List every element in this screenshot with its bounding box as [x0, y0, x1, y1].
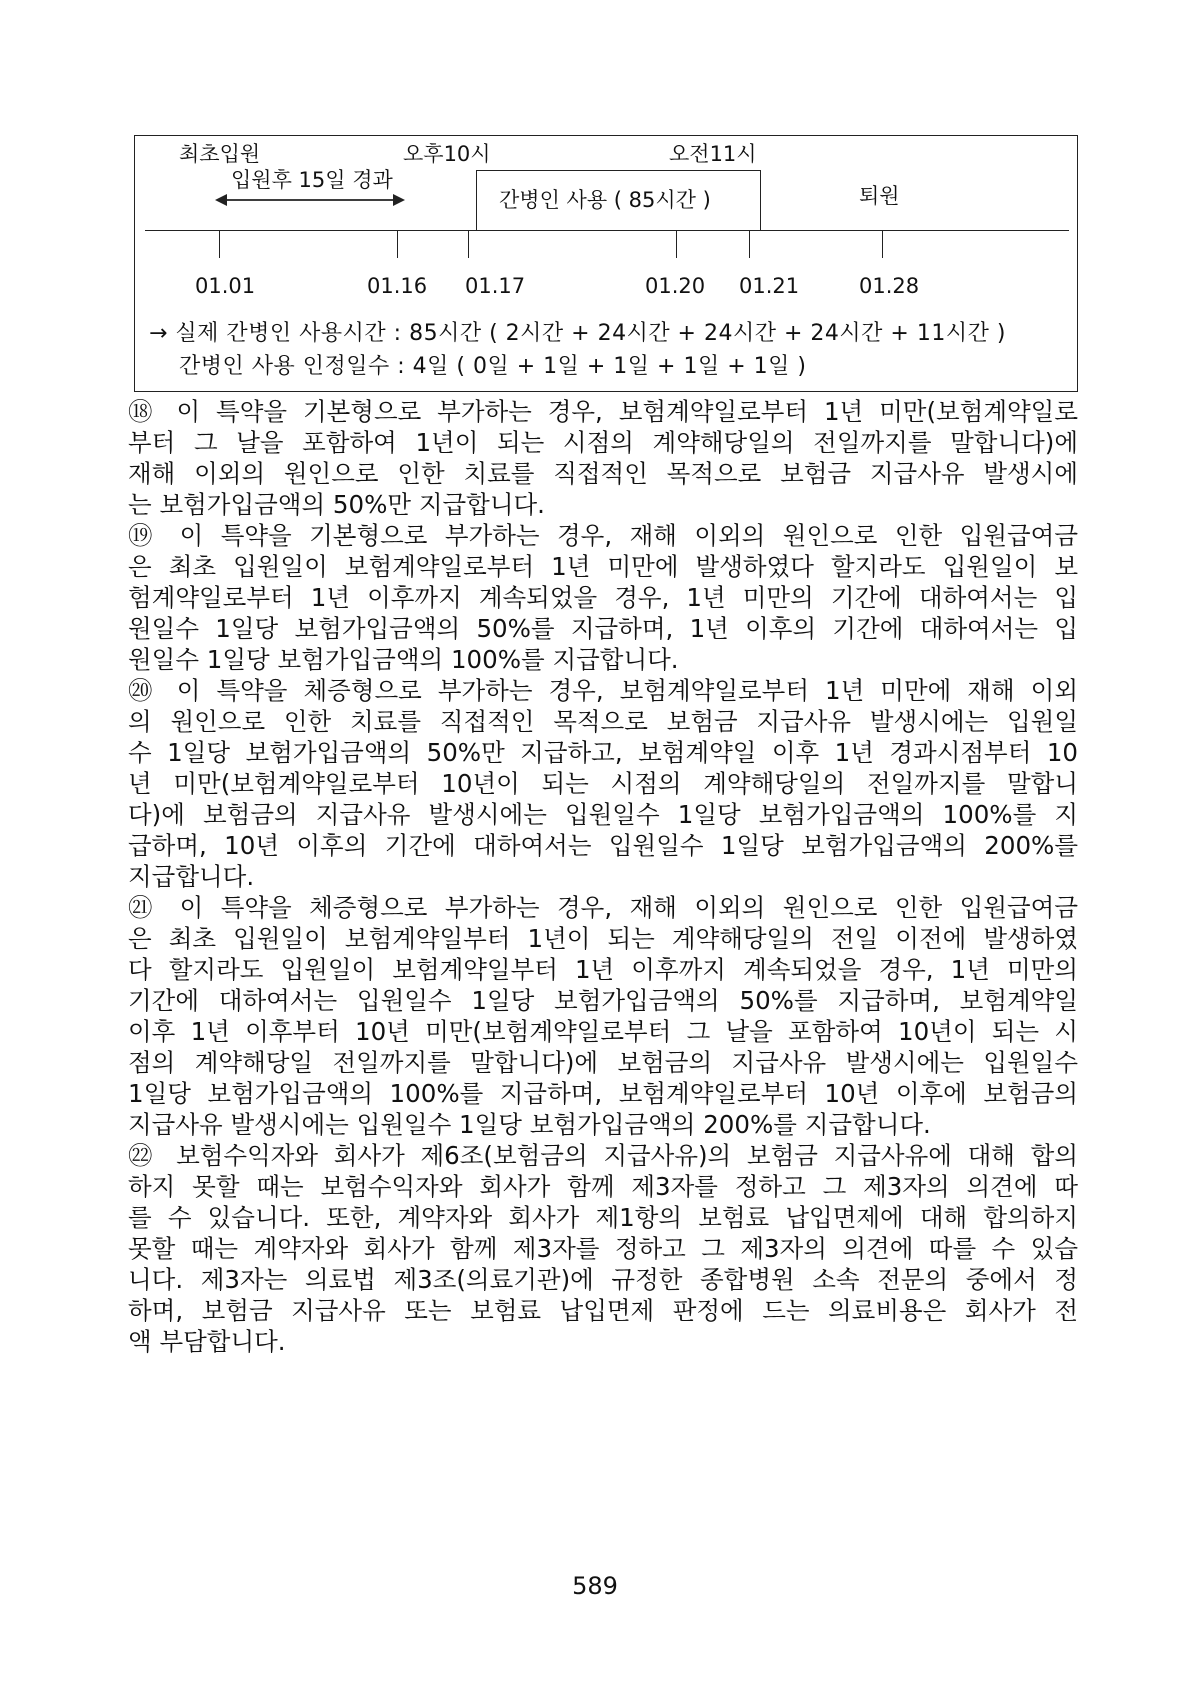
tick-0121: [749, 230, 750, 258]
label-after-15-days: 입원후 15일 경과: [231, 168, 393, 192]
date-label: 01.20: [645, 274, 706, 298]
text-line: 부터 그 날을 포함하여 1년이 되는 시점의 계약해당일의 전일까지를 말합니다)에: [128, 428, 1078, 457]
text-line: 원일수 1일당 보험가입금액의 100%를 지급합니다.: [128, 645, 679, 674]
tick-0116: [397, 230, 398, 258]
text-line: 액 부담합니다.: [128, 1327, 286, 1356]
date-label: 01.21: [739, 274, 800, 298]
tick-0128: [882, 230, 883, 258]
text-line: ⑱ 이 특약을 기본형으로 부가하는 경우, 보험계약일로부터 1년 미만(보험계약일로: [128, 397, 1078, 426]
label-discharge: 퇴원: [859, 184, 900, 208]
text-line: 수 1일당 보험가입금액의 50%만 지급하고, 보험계약일 이후 1년 경과시점부터 10: [128, 738, 1078, 767]
label-am11: 오전11시: [669, 142, 757, 166]
text-line: 이후 1년 이후부터 10년 미만(보험계약일로부터 그 날을 포함하여 10년이 되는 시: [128, 1017, 1078, 1046]
text-line: 재해 이외의 원인으로 인한 치료를 직접적인 목적으로 보험금 지급사유 발생시에: [128, 459, 1078, 488]
date-label: 01.28: [859, 274, 920, 298]
label-pm10: 오후10시: [403, 142, 491, 166]
text-line: 원일수 1일당 보험가입금액의 50%를 지급하며, 1년 이후의 기간에 대하여서는 입: [128, 614, 1078, 643]
text-line: 를 수 있습니다. 또한, 계약자와 회사가 제1항의 보험료 납입면제에 대해 합의하지: [128, 1203, 1078, 1232]
double-arrow-icon: [215, 192, 405, 208]
note-actual-hours: → 실제 간병인 사용시간 : 85시간 ( 2시간 + 24시간 + 24시간 + 24시간 + 11시간 ): [149, 321, 1006, 346]
text-line: 험계약일로부터 1년 이후까지 계속되었을 경우, 1년 미만의 기간에 대하여서는 입: [128, 583, 1078, 612]
text-line: 기간에 대하여서는 입원일수 1일당 보험가입금액의 50%를 지급하며, 보험계약일: [128, 986, 1078, 1015]
note-recognized-days: 간병인 사용 인정일수 : 4일 ( 0일 + 1일 + 1일 + 1일 + 1일 ): [179, 354, 807, 379]
text-line: 지급합니다.: [128, 862, 255, 891]
text-line: 년 미만(보험계약일로부터 10년이 되는 시점의 계약해당일의 전일까지를 말합니: [128, 769, 1078, 798]
text-line: 다 할지라도 입원일이 보험계약일부터 1년 이후까지 계속되었을 경우, 1년 미만의: [128, 955, 1078, 984]
text-line: ⑲ 이 특약을 기본형으로 부가하는 경우, 재해 이외의 원인으로 인한 입원급여금: [128, 521, 1078, 550]
text-line: 1일당 보험가입금액의 100%를 지급하며, 보험계약일로부터 10년 이후에 보험금의: [128, 1079, 1078, 1108]
tick-0120: [676, 230, 677, 258]
tick-0101: [219, 230, 220, 258]
page-number: 589: [572, 1572, 618, 1600]
text-line: 하지 못할 때는 보험수익자와 회사가 함께 제3자를 정하고 그 제3자의 의견에 따: [128, 1172, 1078, 1201]
text-line: ⑳ 이 특약을 체증형으로 부가하는 경우, 보험계약일로부터 1년 미만에 재해 이외: [128, 676, 1078, 705]
text-line: 지급사유 발생시에는 입원일수 1일당 보험가입금액의 200%를 지급합니다.: [128, 1110, 931, 1139]
text-line: 급하며, 10년 이후의 기간에 대하여서는 입원일수 1일당 보험가입금액의 200%를: [128, 831, 1078, 860]
text-line: ㉒ 보험수익자와 회사가 제6조(보험금의 지급사유)의 보험금 지급사유에 대해 합의: [128, 1141, 1078, 1170]
text-line: 다)에 보험금의 지급사유 발생시에는 입원일수 1일당 보험가입금액의 100%를 지: [128, 800, 1078, 829]
text-line: 의 원인으로 인한 치료를 직접적인 목적으로 보험금 지급사유 발생시에는 입원일: [128, 707, 1078, 736]
text-line: 는 보험가입금액의 50%만 지급합니다.: [128, 490, 545, 519]
date-label: 01.17: [465, 274, 526, 298]
text-line: ㉑ 이 특약을 체증형으로 부가하는 경우, 재해 이외의 원인으로 인한 입원급여금: [128, 893, 1078, 922]
text-line: 하며, 보험금 지급사유 또는 보험료 납입면제 판정에 드는 의료비용은 회사가 전: [128, 1296, 1078, 1325]
text-line: 은 최초 입원일이 보험계약일로부터 1년 미만에 발생하였다 할지라도 입원일이 보: [128, 552, 1078, 581]
label-first-admission: 최초입원: [179, 142, 261, 166]
label-caregiver-usage: 간병인 사용 ( 85시간 ): [499, 188, 711, 212]
date-label: 01.16: [367, 274, 428, 298]
text-line: 니다. 제3자는 의료법 제3조(의료기관)에 규정한 종합병원 소속 전문의 중에서 정: [128, 1265, 1078, 1294]
tick-0117: [468, 230, 469, 258]
timeline-diagram: [134, 135, 1078, 392]
date-label: 01.01: [195, 274, 256, 298]
text-line: 은 최초 입원일이 보험계약일부터 1년이 되는 계약해당일의 전일 이전에 발생하였: [128, 924, 1078, 953]
body-text: [128, 396, 1078, 1357]
text-line: 점의 계약해당일 전일까지를 말합니다)에 보험금의 지급사유 발생시에는 입원일수: [128, 1048, 1078, 1077]
timeline-axis: [145, 230, 1069, 231]
text-line: 못할 때는 계약자와 회사가 함께 제3자를 정하고 그 제3자의 의견에 따를 수 있습: [128, 1234, 1078, 1263]
